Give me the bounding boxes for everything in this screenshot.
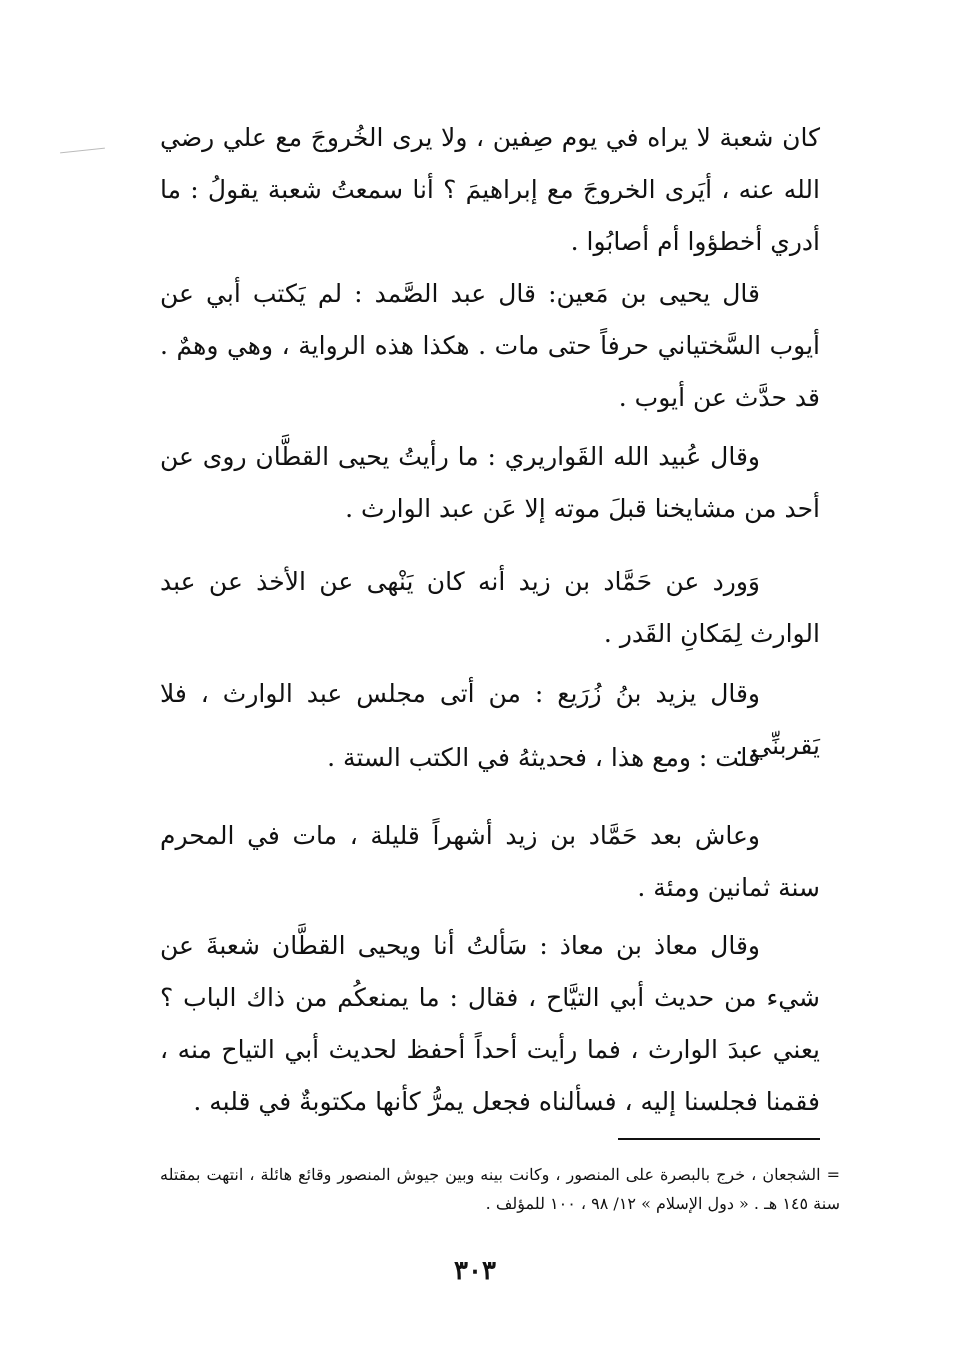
page-number: ٣٠٣: [454, 1256, 496, 1286]
paragraph-7: وعاش بعد حَمَّاد بن زيد أشهراً قليلة ، مات في المحرم سنة ثمانين ومئة .: [160, 821, 820, 902]
paragraph-4: وَورد عن حَمَّاد بن زيد أنه كان يَنْهى عن الأخذ عن عبد الوارث لِمَكانِ القَدر .: [160, 567, 820, 648]
paragraph-3: وقال عُبيد الله القَواريري : ما رأيتُ يحيى القطَّان روى عن أحد من مشايخنا قبلَ موته إلا عَن عبد الوارث .: [160, 442, 820, 523]
paragraph-5: وقال يزيد بنُ زُرَيع : من أتى مجلس عبد الوارث ، فلا يَقربنِّي .: [160, 679, 820, 760]
paragraph-8: وقال معاذ بن معاذ : سَألتُ أنا ويحيى القطَّان شعبةَ عن شيء من حديث أبي التيَّاح ، فقال : ما يمنعكُم من ذاك الباب ؟ يعني عبدَ الوارث ، فما رأيت أحداً أحفظ لحديث أبي التياح منه ، فقمنا فجلسنا إليه ، فسألناه فجعل يمرُّ كأنها مكتوبةٌ في قلبه .: [160, 931, 820, 1116]
paragraph-6: قلت : ومع هذا ، فحديثهُ في الكتب الستة .: [327, 743, 760, 772]
scan-mark: [60, 148, 105, 154]
paragraph-2: قال يحيى بن مَعين: قال عبد الصَّمد : لم يَكتب أبي عن أيوب السَّختياني حرفاً حتى مات . هكذا هذه الرواية ، وهي وهمٌ . قد حدَّث عن أيوب .: [160, 279, 820, 412]
footnote-separator: [618, 1138, 820, 1140]
footnote: = الشجعان ، خرج بالبصرة على المنصور ، وكانت بينه وبين جيوش المنصور وقائع هائلة ، انتهت بمقتله سنة ١٤٥ هـ . « دول الإسلام » ١٢/ ٩٨ ، ١٠٠ للمؤلف .: [160, 1165, 840, 1213]
paragraph-1: كان شعبة لا يراه في يوم صِفين ، ولا يرى الخُروجَ مع علي رضي الله عنه ، أيَرى الخروجَ مع إبراهيمَ ؟ أنا سمعتُ شعبة يقولُ : ما أدري أخطؤوا أم أصابُوا .: [160, 123, 820, 256]
